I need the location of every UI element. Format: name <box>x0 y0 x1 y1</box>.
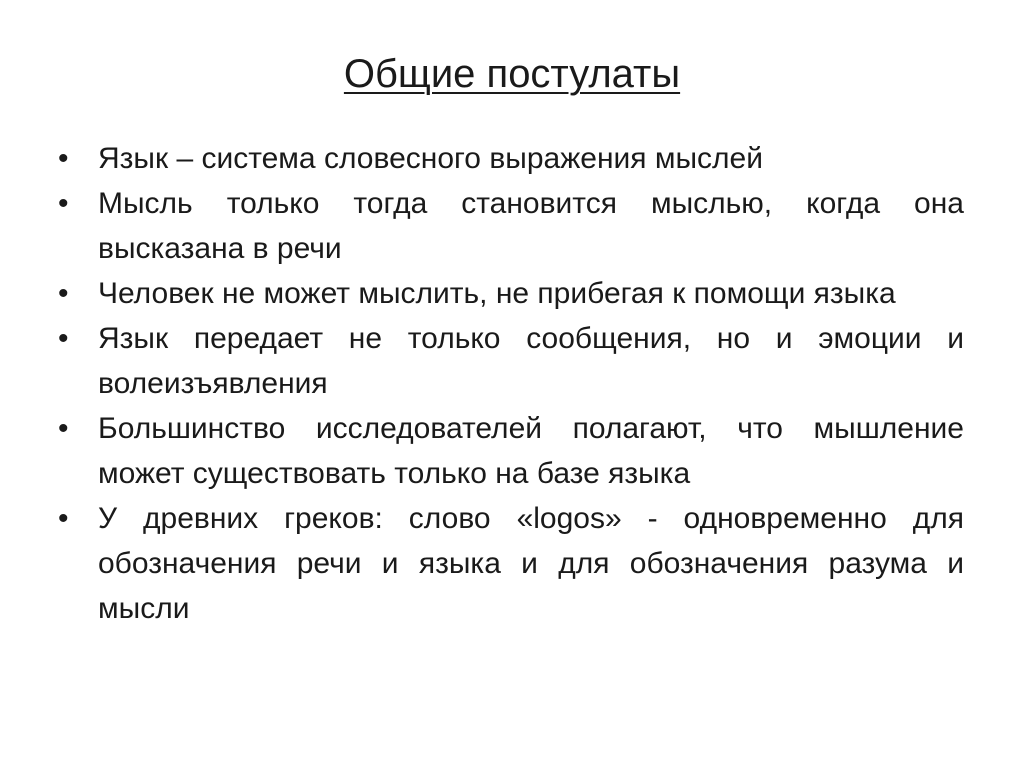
bullet-item <box>58 406 964 496</box>
bullet-text: Мысль только тогда становится мыслью, когда она высказана в речи <box>98 187 964 265</box>
bullet-item <box>58 271 964 316</box>
slide-title: Общие постулаты <box>343 52 681 96</box>
bullet-item <box>58 316 964 406</box>
bullet-item <box>58 496 964 631</box>
bullet-text: Человек не может мыслить, не прибегая к помощи языка <box>98 277 896 310</box>
bullet-text: Большинство исследователей полагают, что мышление может существовать только на базе языка <box>98 412 964 490</box>
bullet-dot-icon: • <box>58 187 69 220</box>
bullet-dot-icon: • <box>58 322 69 355</box>
bullet-dot-icon: • <box>58 277 69 310</box>
bullet-text: Язык передает не только сообщения, но и эмоции и волеизъявления <box>98 322 964 400</box>
bullet-text: Язык – система словесного выражения мыслей <box>98 142 763 175</box>
bullet-dot-icon: • <box>58 502 69 535</box>
bullet-dot-icon: • <box>58 412 69 445</box>
bullet-text: У древних греков: слово «logos» - одновременно для обозначения речи и языка и для обозначения разума и мысли <box>98 502 964 625</box>
bullet-dot-icon: • <box>58 142 69 175</box>
bullet-item <box>58 181 964 271</box>
bullet-list <box>58 136 964 631</box>
bullet-item <box>58 136 964 181</box>
